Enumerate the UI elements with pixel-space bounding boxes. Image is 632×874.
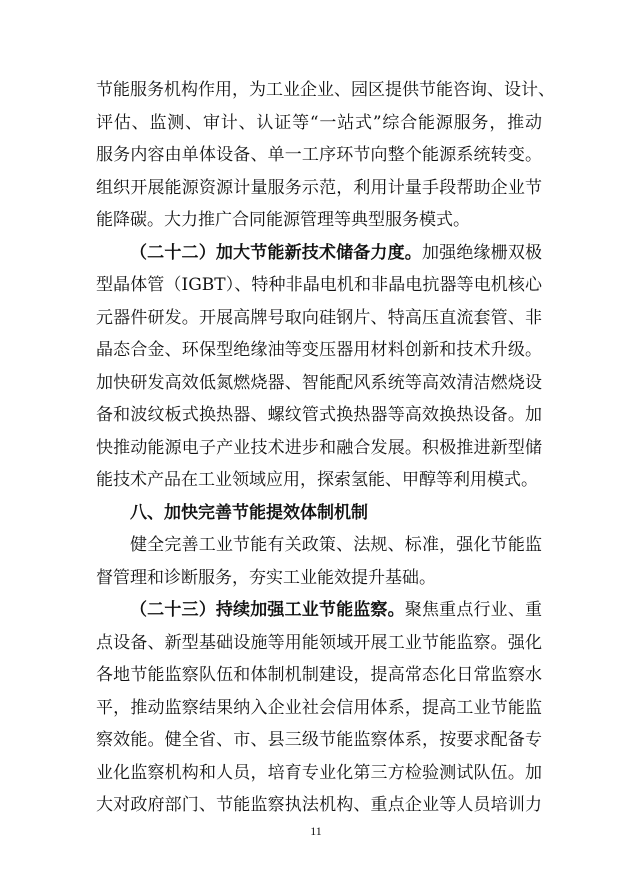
- text-line: 组织开展能源资源计量服务示范，利用计量手段帮助企业节: [96, 177, 542, 198]
- text-line: 型晶体管（IGBT）、特种非晶电机和非晶电抗器等电机核心: [96, 275, 542, 295]
- text-line: 晶态合金、环保型绝缘油等变压器用材料创新和技术升级。: [96, 340, 542, 360]
- text-line: 各地节能监察队伍和体制机制建设，提高常态化日常监察水: [96, 665, 542, 685]
- paragraph-1: [96, 74, 555, 237]
- text-line: 快推动能源电子产业技术进步和融合发展。积极推进新型储: [96, 437, 542, 458]
- paragraph-23: [96, 594, 542, 822]
- paragraph-22: [96, 237, 542, 497]
- text-line: [96, 237, 542, 270]
- text-line: 能技术产品在工业领域应用，探索氢能、甲醇等利用模式。: [96, 470, 538, 490]
- text-line: 元器件研发。开展高牌号取向硅钢片、特高压直流套管、非: [96, 307, 542, 328]
- page-number: 11: [310, 824, 322, 838]
- paragraph-section-8-intro: [96, 529, 542, 594]
- document-body: [96, 74, 555, 822]
- text-line: 大对政府部门、节能监察执法机构、重点企业等人员培训力: [96, 795, 542, 815]
- text-line: 点设备、新型基础设施等用能领域开展工业节能监察。强化: [96, 632, 542, 653]
- text-line: 服务内容由单体设备、单一工序环节向整个能源系统转变。: [96, 145, 542, 165]
- text-line: 健全完善工业节能有关政策、法规、标准，强化节能监: [130, 535, 542, 555]
- text-line: 业化监察机构和人员，培育专业化第三方检验测试队伍。加: [96, 762, 542, 783]
- text-line: 节能服务机构作用，为工业企业、园区提供节能咨询、设计、: [96, 80, 555, 100]
- text-line: 平，推动监察结果纳入企业社会信用体系，提高工业节能监: [96, 697, 542, 718]
- text-line: 督管理和诊断服务，夯实工业能效提升基础。: [96, 567, 436, 588]
- text-line: 察效能。健全省、市、县三级节能监察体系，按要求配备专: [96, 730, 542, 750]
- text-line: 加快研发高效低氮燃烧器、智能配风系统等高效清洁燃烧设: [96, 372, 542, 393]
- text-line: [96, 594, 542, 627]
- text-run: 加强绝缘栅双极: [421, 242, 543, 263]
- text-line: 备和波纹板式换热器、螺纹管式换热器等高效换热设备。加: [96, 405, 542, 425]
- text-line: 评估、监测、审计、认证等“一站式”综合能源服务，推动: [96, 112, 542, 133]
- text-line: 能降碳。大力推广合同能源管理等典型服务模式。: [96, 210, 470, 230]
- section-heading-8: 八、加快完善节能提效体制机制: [130, 502, 368, 523]
- text-run: 聚焦重点行业、重: [404, 600, 543, 620]
- clause-heading-22: （二十二）加大节能新技术储备力度。: [130, 242, 422, 263]
- clause-heading-23: （二十三）持续加强工业节能监察。: [130, 600, 405, 620]
